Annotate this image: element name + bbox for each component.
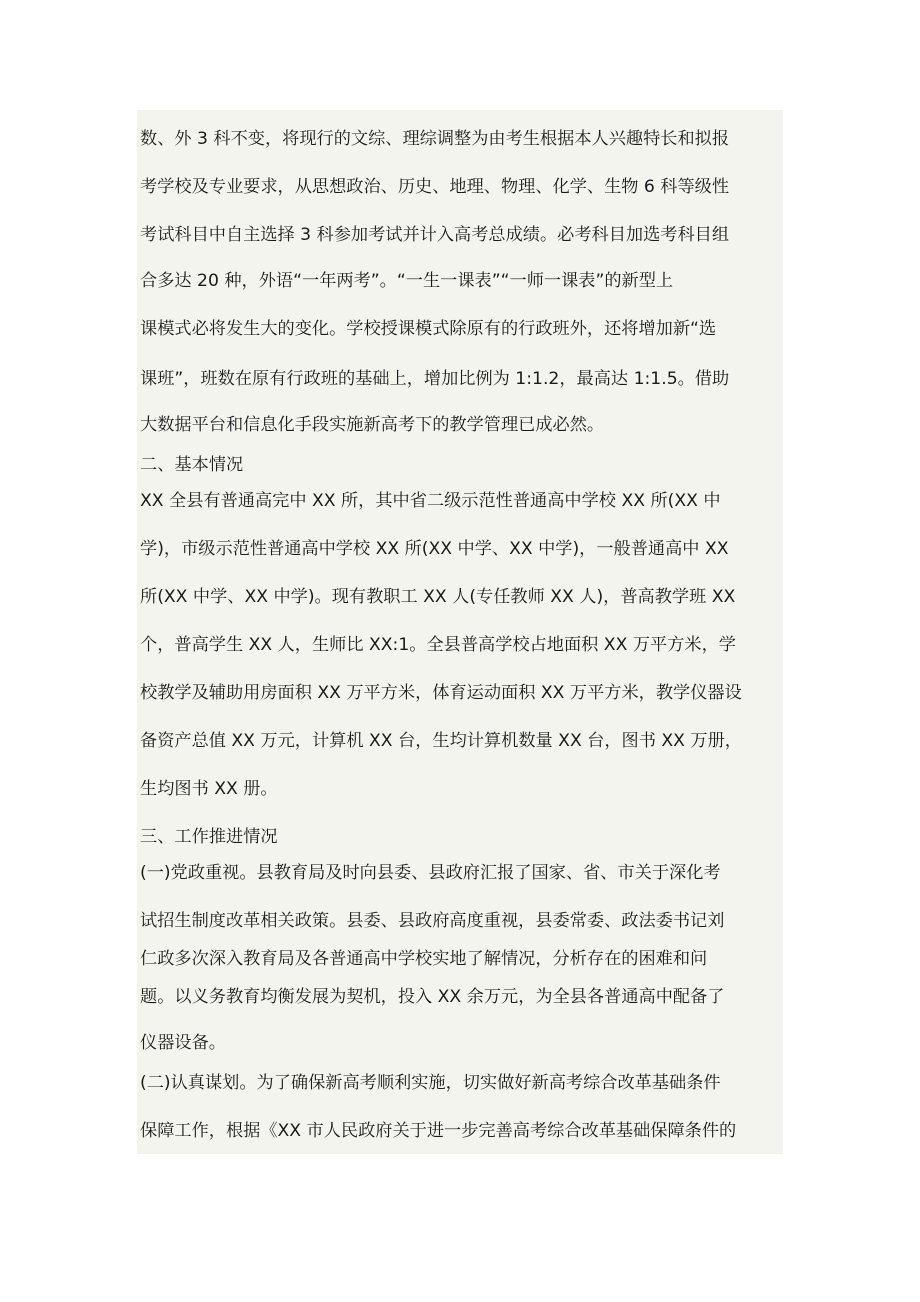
- text-line: XX 全县有普通高完中 XX 所，其中省二级示范性普通高中学校 XX 所(XX 中: [140, 491, 721, 511]
- text-line: 试招生制度改革相关政策。县委、县政府高度重视，县委常委、政法委书记刘: [140, 911, 725, 931]
- text-line: 备资产总值 XX 万元，计算机 XX 台，生均计算机数量 XX 台，图书 XX 万册，: [140, 731, 742, 751]
- text-line: 仪器设备。: [140, 1033, 226, 1053]
- text-line: 个，普高学生 XX 人，生师比 XX:1。全县普高学校占地面积 XX 万平方米，学: [140, 635, 736, 655]
- text-line: 学)，市级示范性普通高中学校 XX 所(XX 中学、XX 中学)，一般普通高中 XX: [140, 539, 729, 559]
- text-line: 保障工作，根据《XX 市人民政府关于进一步完善高考综合改革基础保障条件的: [140, 1121, 737, 1141]
- text-line: 所(XX 中学、XX 中学)。现有教职工 XX 人(专任教师 XX 人)，普高教学班 XX: [140, 587, 736, 607]
- text-line: 课班”，班数在原有行政班的基础上，增加比例为 1:1.2，最高达 1:1.5。借助: [140, 369, 730, 389]
- text-line: 题。以义务教育均衡发展为契机，投入 XX 余万元，为全县各普通高中配备了: [140, 987, 725, 1007]
- text-line: (二)认真谋划。为了确保新高考顺利实施，切实做好新高考综合改革基础条件: [140, 1073, 721, 1093]
- section-heading: 二、基本情况: [140, 455, 244, 475]
- text-line: 大数据平台和信息化手段实施新高考下的教学管理已成必然。: [140, 415, 605, 435]
- text-line: 仁政多次深入教育局及各普通高中学校实地了解情况，分析存在的困难和问: [140, 949, 708, 969]
- text-line: 课模式必将发生大的变化。学校授课模式除原有的行政班外，还将增加新“选: [140, 319, 717, 339]
- text-line: (一)党政重视。县教育局及时向县委、县政府汇报了国家、省、市关于深化考: [140, 863, 721, 883]
- text-line: 合多达 20 种，外语“一年两考”。“一生一课表”“一师一课表”的新型上: [140, 271, 674, 291]
- text-line: 数、外 3 科不变，将现行的文综、理综调整为由考生根据本人兴趣特长和拟报: [140, 129, 730, 149]
- text-line: 考试科目中自主选择 3 科参加考试并计入高考总成绩。必考科目加选考科目组: [140, 225, 730, 245]
- document-text-block: [137, 110, 783, 1154]
- text-line: 考学校及专业要求，从思想政治、历史、地理、物理、化学、生物 6 科等级性: [140, 177, 730, 197]
- section-heading: 三、工作推进情况: [140, 827, 278, 847]
- text-line: 校教学及辅助用房面积 XX 万平方米，体育运动面积 XX 万平方米，教学仪器设: [140, 683, 742, 703]
- text-line: 生均图书 XX 册。: [140, 779, 278, 799]
